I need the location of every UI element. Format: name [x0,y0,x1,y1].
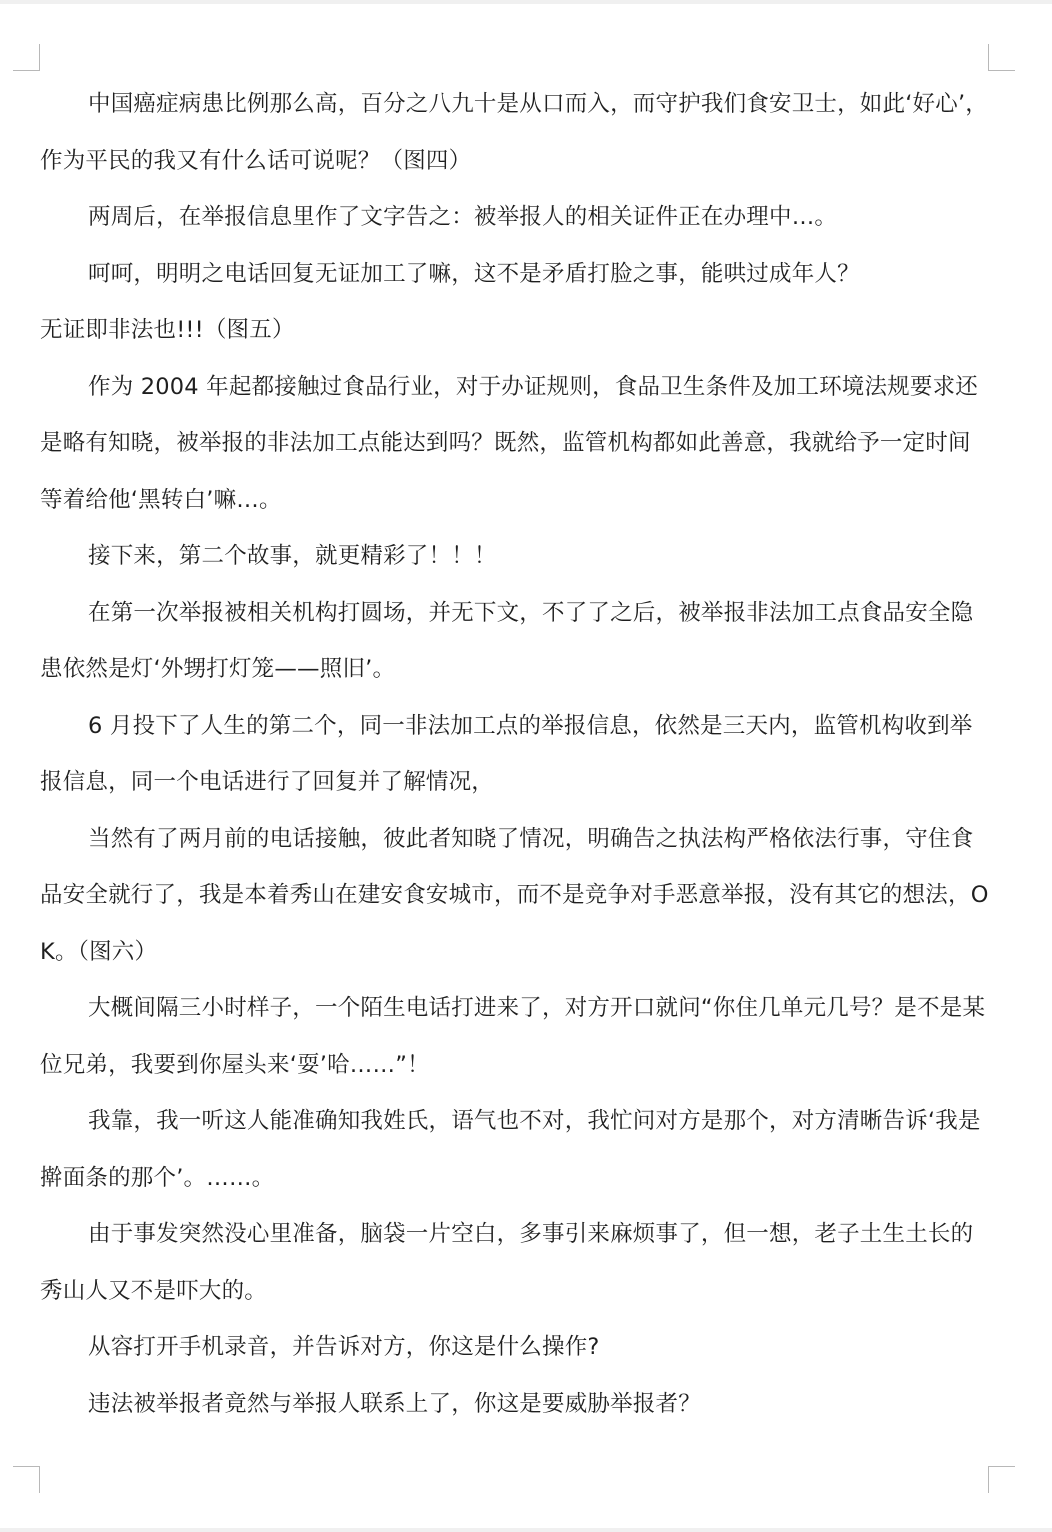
paragraph: 6 月投下了人生的第二个，同一非法加工点的举报信息，依然是三天内，监管机构收到举报信息，同一个电话进行了回复并了解情况， [40,712,973,795]
paragraph: 无证即非法也!!!（图五） [40,317,295,343]
page-corner-mark-bottom-left [13,1466,40,1493]
document-page [0,4,1052,1528]
paragraph: 违法被举报者竟然与举报人联系上了，你这是要威胁举报者？ [88,1390,701,1417]
paragraph: 接下来，第二个故事，就更精彩了！！！ [88,543,497,569]
page-corner-mark-top-left [13,44,40,71]
paragraph: 大概间隔三小时样子，一个陌生电话打进来了，对方开口就问“你住几单元几号？是不是某位兄弟，我要到你屋头来‘耍’哈……”！ [40,995,986,1078]
paragraph: 在第一次举报被相关机构打圆场，并无下文，不了了之后，被举报非法加工点食品安全隐患依然是灯‘外甥打灯笼——照旧’。 [40,599,974,682]
paragraph: 作为 2004 年起都接触过食品行业，对于办证规则，食品卫生条件及加工环境法规要求还是略有知晓，被举报的非法加工点能达到吗？既然，监管机构都如此善意，我就给予一定时间等着给他‘黑转白’嘛…。 [40,373,978,513]
paragraph: 从容打开手机录音，并告诉对方，你这是什么操作? [88,1334,600,1360]
document-body [40,76,990,1432]
paragraph: 呵呵，明明之电话回复无证加工了嘛，这不是矛盾打脸之事，能哄过成年人？ [88,260,860,287]
paragraph: 当然有了两月前的电话接触，彼此者知晓了情况，明确告之执法构严格依法行事，守住食品安全就行了，我是本着秀山在建安食安城市，而不是竞争对手恶意举报，没有其它的想法，OK。（图六） [40,825,989,965]
paragraph: 我靠，我一听这人能准确知我姓氏，语气也不对，我忙问对方是那个，对方清晰告诉‘我是擀面条的那个’。……。 [40,1108,981,1191]
paragraph: 两周后，在举报信息里作了文字告之：被举报人的相关证件正在办理中…。 [88,204,838,230]
page-corner-mark-top-right [988,44,1015,71]
paragraph: 中国癌症病患比例那么高，百分之八九十是从口而入，而守护我们食安卫士，如此‘好心’，作为平民的我又有什么话可说呢？（图四） [40,91,989,174]
paragraph: 由于事发突然没心里准备，脑袋一片空白，多事引来麻烦事了，但一想，老子土生土长的秀山人又不是吓大的。 [40,1221,974,1304]
page-corner-mark-bottom-right [988,1466,1015,1493]
